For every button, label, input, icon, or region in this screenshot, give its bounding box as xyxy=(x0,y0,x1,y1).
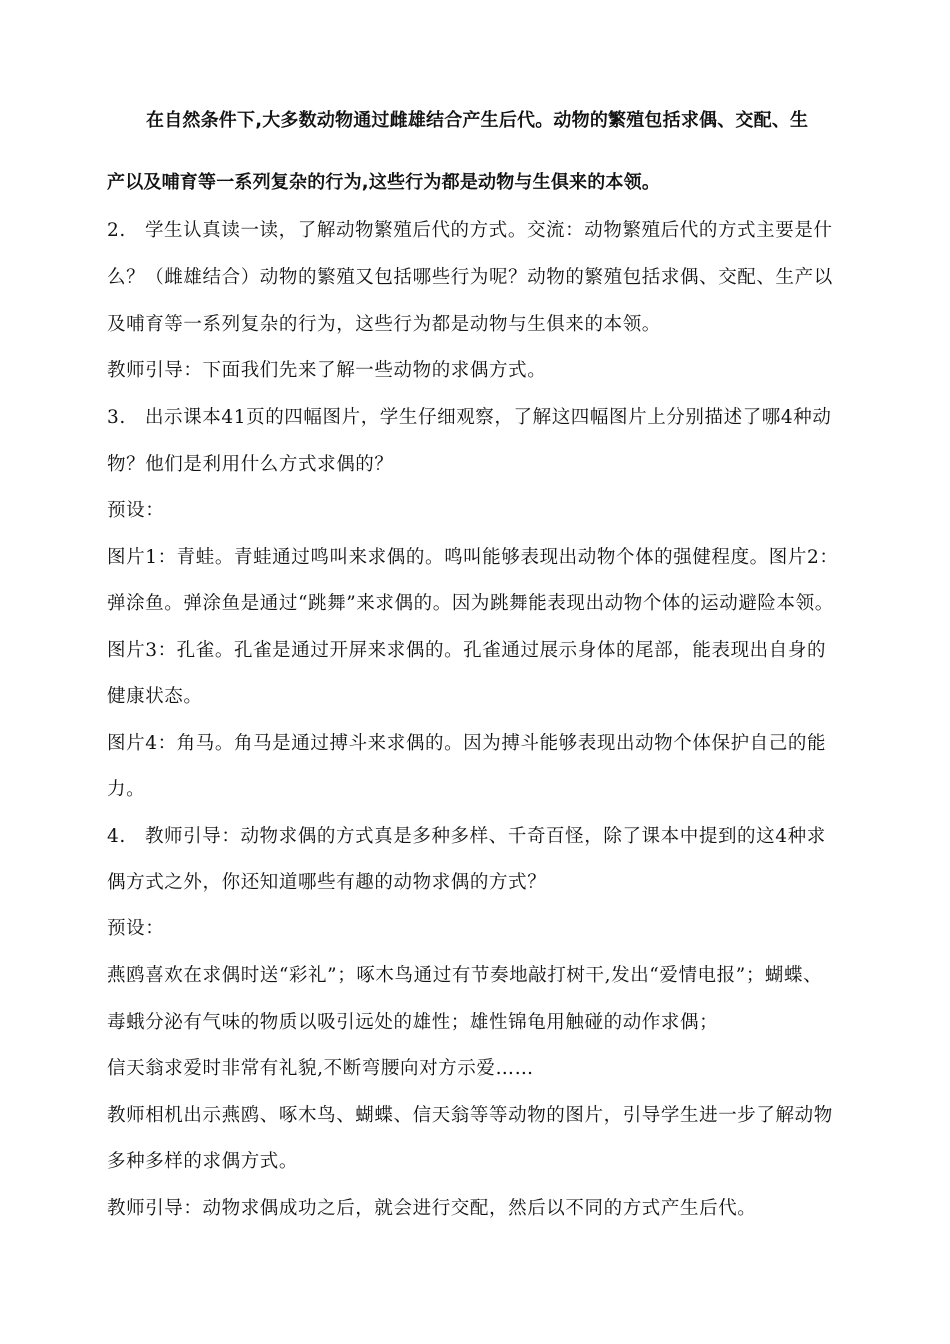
paragraph-line: 偶方式之外，你还知道哪些有趣的动物求偶的方式？ xyxy=(107,872,547,893)
paragraph-line: 4. 教师引导：动物求偶的方式真是多种多样、千奇百怪，除了课本中提到的这4种求 xyxy=(107,826,826,847)
paragraph-line: 预设： xyxy=(107,500,165,521)
paragraph-line: 弹涂鱼。弹涂鱼是通过“跳舞”来求偶的。因为跳舞能表现出动物个体的运动避险本领。 xyxy=(107,593,834,614)
paragraph-line: 燕鸥喜欢在求偶时送“彩礼”；啄木鸟通过有节奏地敲打树干,发出“爱情电报”；蝴蝶、 xyxy=(107,965,823,986)
paragraph-line: 及哺育等一系列复杂的行为，这些行为都是动物与生俱来的本领。 xyxy=(107,314,661,335)
paragraph-line: 3. 出示课本41页的四幅图片，学生仔细观察，了解这四幅图片上分别描述了哪4种动 xyxy=(107,407,832,428)
paragraph-line: 么？（雌雄结合）动物的繁殖又包括哪些行为呢？动物的繁殖包括求偶、交配、生产以 xyxy=(107,267,833,288)
bold-paragraph-line-2: 产以及哺育等一系列复杂的行为,这些行为都是动物与生俱来的本领。 xyxy=(107,172,661,193)
paragraph-line: 图片1：青蛙。青蛙通过鸣叫来求偶的。鸣叫能够表现出动物个体的强健程度。图片2： xyxy=(107,547,839,568)
paragraph-line: 多种多样的求偶方式。 xyxy=(107,1151,299,1172)
paragraph-line: 预设： xyxy=(107,918,165,939)
bold-paragraph-line-1: 在自然条件下,大多数动物通过雌雄结合产生后代。动物的繁殖包括求偶、交配、生 xyxy=(146,110,809,131)
paragraph-line: 教师相机出示燕鸥、啄木鸟、蝴蝶、信天翁等等动物的图片，引导学生进一步了解动物 xyxy=(107,1105,833,1126)
paragraph-line: 毒蛾分泌有气味的物质以吸引远处的雄性；雄性锦龟用触碰的动作求偶； xyxy=(107,1012,719,1033)
paragraph-line: 物？他们是利用什么方式求偶的？ xyxy=(107,454,394,475)
paragraph-line: 图片3：孔雀。孔雀是通过开屏来求偶的。孔雀通过展示身体的尾部，能表现出自身的 xyxy=(107,640,827,661)
paragraph-line: 健康状态。 xyxy=(107,686,203,707)
paragraph-line: 图片4：角马。角马是通过搏斗来求偶的。因为搏斗能够表现出动物个体保护自己的能 xyxy=(107,733,827,754)
paragraph-line: 信天翁求爱时非常有礼貌,不断弯腰向对方示爱…… xyxy=(107,1058,534,1079)
paragraph-line: 教师引导：动物求偶成功之后，就会进行交配，然后以不同的方式产生后代。 xyxy=(107,1198,757,1219)
paragraph-line: 教师引导：下面我们先来了解一些动物的求偶方式。 xyxy=(107,360,547,381)
paragraph-line: 2. 学生认真读一读，了解动物繁殖后代的方式。交流：动物繁殖后代的方式主要是什 xyxy=(107,220,833,241)
paragraph-line: 力。 xyxy=(107,779,146,800)
